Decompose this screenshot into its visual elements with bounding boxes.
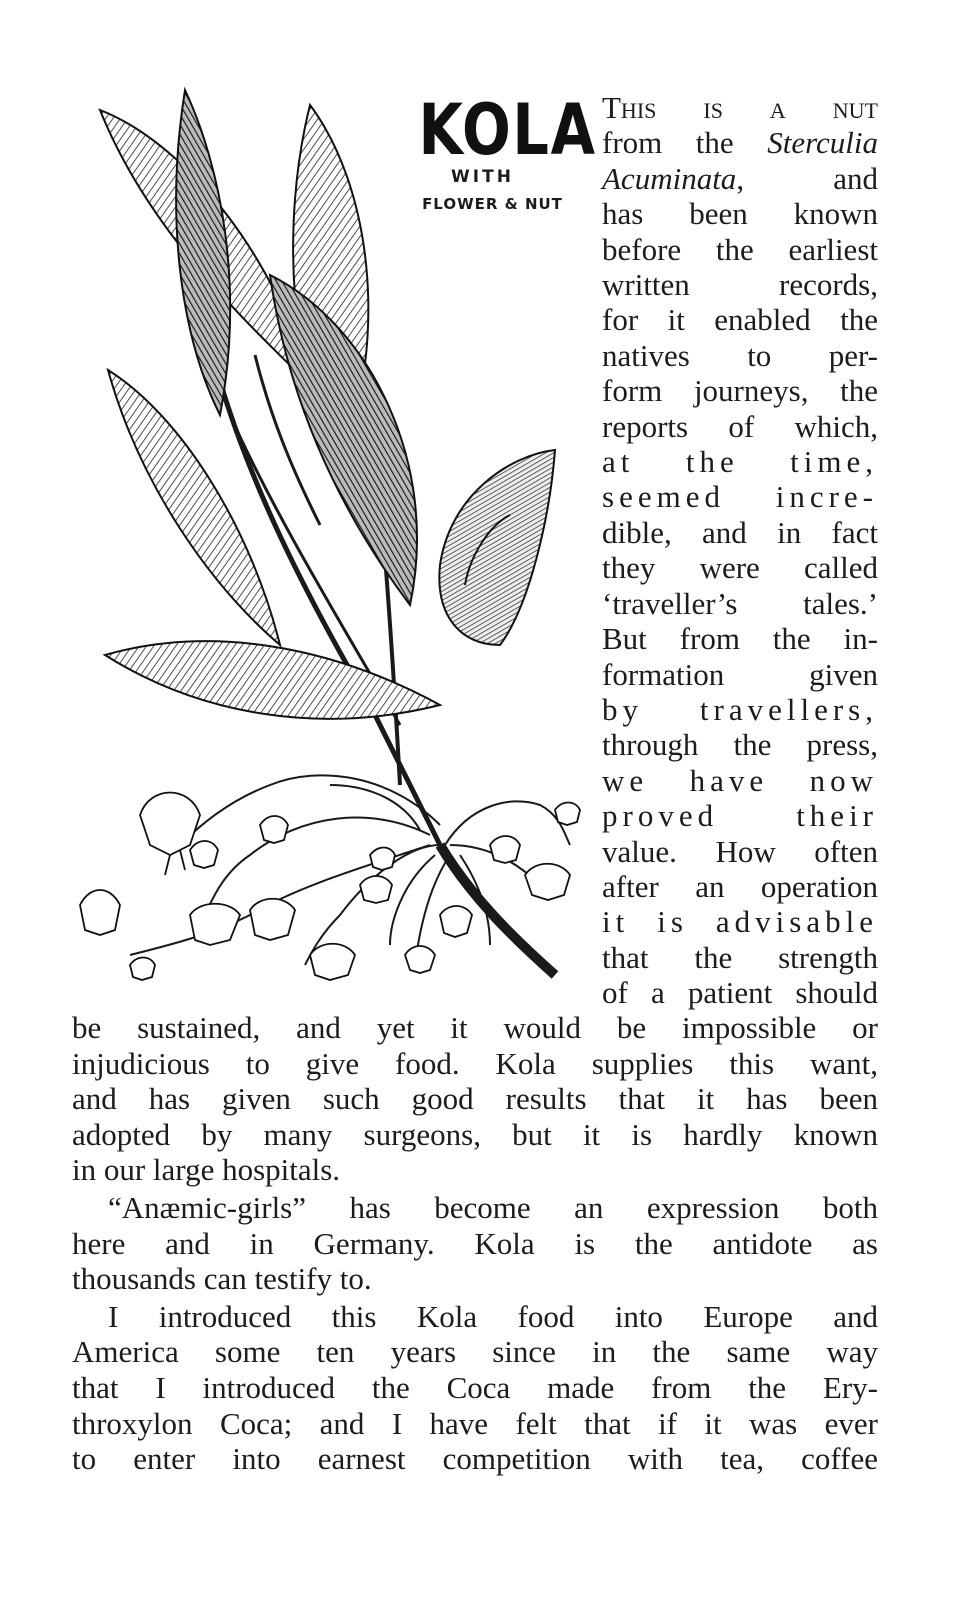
text-line: written records, [602, 267, 878, 303]
text-line: proved their [602, 798, 878, 834]
text-line: after an operation [602, 868, 878, 904]
text-line: “Anæmic-girls” has become an expression both [108, 1189, 878, 1225]
text-line [602, 90, 878, 125]
text-line: seemed incre- [602, 479, 878, 515]
subtitle-with: WITH [451, 167, 514, 187]
text-line: through the press, [602, 727, 878, 763]
text-line: that the strength [602, 939, 878, 975]
text-line: injudicious to give food. Kola supplies this want, [72, 1045, 878, 1081]
text-line: dible, and in fact [602, 514, 878, 550]
kola-plant-illustration [70, 85, 600, 1015]
text-line: ‘traveller’s tales.’ [602, 585, 878, 621]
text-line: at the time, [602, 444, 878, 480]
italic-term: Sterculia [767, 125, 878, 161]
text-line: it is advisable [602, 904, 878, 940]
text-line: from the Sterculia [602, 125, 878, 161]
text-line: that I introduced the Coca made from the Ery- [72, 1369, 878, 1405]
page-title: KOLA [418, 89, 597, 171]
text-line: form journeys, the [602, 373, 878, 409]
text-line: here and in Germany. Kola is the antidote as [72, 1225, 878, 1261]
text-line: of a patient should [602, 975, 878, 1011]
text-column [602, 90, 878, 1011]
text-line: and has given such good results that it has been [72, 1081, 878, 1117]
body-text [72, 1010, 878, 1477]
text-line: in our large hospitals. [72, 1152, 341, 1188]
text-line: they were called [602, 550, 878, 586]
text-line: for it enabled the [602, 302, 878, 338]
text-line: has been known [602, 196, 878, 232]
text-line: before the earliest [602, 231, 878, 267]
text-line: reports of which, [602, 408, 878, 444]
text-line: to enter into earnest competition with tea, coffee [72, 1441, 878, 1477]
kola-plant-icon [70, 85, 600, 1015]
text-line: throxylon Coca; and I have felt that if it was ever [72, 1405, 878, 1441]
text-line: natives to per- [602, 337, 878, 373]
subtitle-flower-nut: FLOWER & NUT [422, 195, 563, 213]
text-line: America some ten years since in the same way [72, 1334, 878, 1370]
text-line: I introduced this Kola food into Europe and [108, 1298, 878, 1334]
text-line: value. How often [602, 833, 878, 869]
text-line: we have now [602, 762, 878, 798]
text-line: Acuminata, and [602, 160, 878, 196]
text-line: by travellers, [602, 691, 878, 727]
text-line: adopted by many surgeons, but it is hardly known [72, 1116, 878, 1152]
italic-term: Acuminata [602, 160, 737, 196]
text-line: thousands can testify to. [72, 1261, 372, 1297]
heading-block [390, 89, 605, 213]
text-line: formation given [602, 656, 878, 692]
text-line-content: This is a nut [602, 90, 878, 125]
text-line: But from the in- [602, 621, 878, 657]
text-line: be sustained, and yet it would be impossible or [72, 1010, 878, 1045]
